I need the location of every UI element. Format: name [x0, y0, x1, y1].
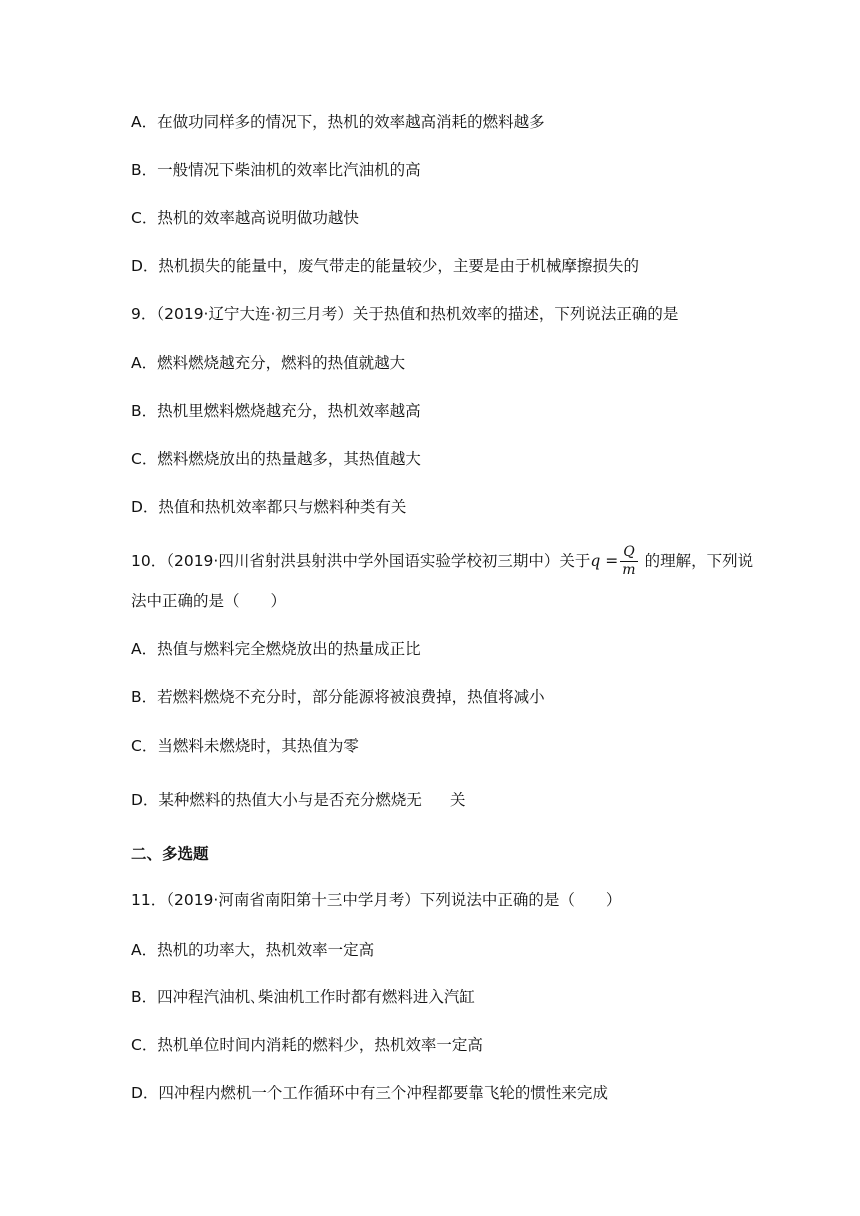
q11-option-a: A．热机的功率大，热机效率一定高: [131, 941, 375, 959]
q11-stem: 11．（2019·河南省南阳第十三中学月考）下列说法中正确的是（ ）: [131, 891, 622, 909]
q10-formula-denominator: m: [622, 562, 636, 578]
q11-option-c: C．热机单位时间内消耗的燃料少，热机效率一定高: [131, 1036, 483, 1054]
q10-option-d-part2: 关: [449, 791, 466, 809]
q10-stem-prefix: 10．（2019·四川省射洪县射洪中学外国语实验学校初三期中）关于: [131, 552, 591, 570]
q10-option-b: B．若燃料燃烧不充分时，部分能源将被浪费掉，热值将减小: [131, 688, 545, 706]
q9-option-a: A．燃料燃烧越充分，燃料的热值就越大: [131, 354, 406, 372]
q10-option-d-part1: D．某种燃料的热值大小与是否充分燃烧无: [131, 791, 422, 809]
q11-option-b: B．四冲程汽油机､柴油机工作时都有燃料进入汽缸: [131, 988, 475, 1006]
q9-option-b: B．热机里燃料燃烧越充分，热机效率越高: [131, 402, 421, 420]
q9-option-c: C．燃料燃烧放出的热量越多，其热值越大: [131, 450, 421, 468]
q11-option-d: D．四冲程内燃机一个工作循环中有三个冲程都要靠飞轮的惯性来完成: [131, 1084, 608, 1102]
q10-formula-fraction: [620, 545, 637, 578]
q9-stem: 9．（2019·辽宁大连·初三月考）关于热值和热机效率的描述，下列说法正确的是: [131, 305, 679, 323]
q10-formula-numerator: Q: [620, 545, 637, 562]
q10-option-d: [131, 790, 465, 810]
q9-option-d: D．热值和热机效率都只与燃料种类有关: [131, 498, 407, 516]
section-title: 二、多选题: [131, 845, 209, 863]
q10-option-c: C．当燃料未燃烧时，其热值为零: [131, 737, 359, 755]
q8-option-a: A．在做功同样多的情况下，热机的效率越高消耗的燃料越多: [131, 113, 545, 131]
q10-stem: [131, 541, 753, 581]
q10-option-a: A．热值与燃料完全燃烧放出的热量成正比: [131, 640, 421, 658]
q8-option-d: D．热机损失的能量中，废气带走的能量较少，主要是由于机械摩擦损失的: [131, 257, 639, 275]
q8-option-b: B．一般情况下柴油机的效率比汽油机的高: [131, 161, 421, 179]
q8-option-c: C．热机的效率越高说明做功越快: [131, 209, 359, 227]
q10-stem-suffix: 的理解，下列说: [639, 552, 754, 570]
q10-stem-line2: 法中正确的是（ ）: [131, 592, 287, 610]
q10-formula-lhs: q =: [590, 552, 619, 570]
